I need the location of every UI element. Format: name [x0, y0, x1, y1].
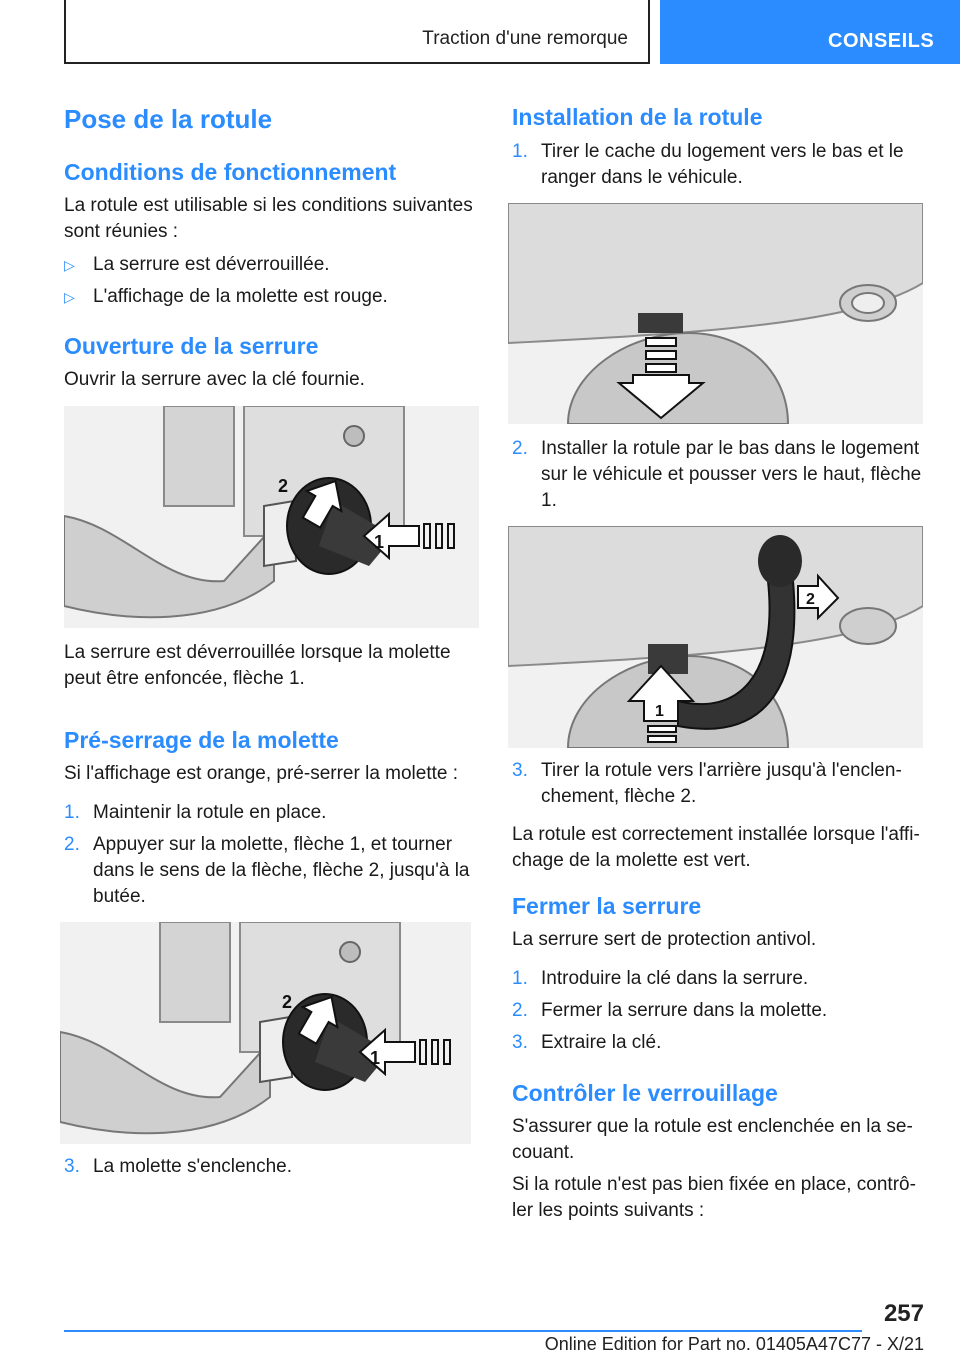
list-item: 1. Introduire la clé dans la serrure.	[512, 968, 809, 989]
towball-insertion-illustration	[508, 526, 923, 748]
page-number: 257	[883, 1300, 924, 1327]
heading-installation: Installation de la rotule	[512, 104, 763, 130]
arrow-label-2: 2	[278, 476, 289, 496]
figure-knob-unlock	[64, 406, 479, 628]
opening-intro: Ouvrir la serrure avec la clé fournie.	[64, 369, 365, 390]
check-p2: Si la rotule n'est pas bien fixée en place, contrôler les points suivants :	[512, 1174, 916, 1221]
bullet-triangle-icon: ▷	[64, 257, 75, 273]
chapter-tab-label: CONSEILS	[828, 30, 935, 52]
arrow-label-1: 1	[370, 1048, 381, 1068]
towbar-knob-turn-illustration	[60, 922, 471, 1144]
list-item: 2. Appuyer sur la molette, flèche 1, et tourner dans le sens de la flèche, flèche 2, jusqu'à la butée.	[64, 834, 470, 907]
list-item: ▷ La serrure est déverrouillée.	[64, 252, 479, 278]
edition-text: Online Edition for Part no. 01405A47C77 - X/21	[544, 1334, 924, 1354]
list-item: 1. Maintenir la rotule en place.	[64, 802, 327, 823]
figure-knob-turn	[60, 922, 471, 1144]
footer-rule	[64, 1330, 862, 1332]
arrow-label-2: 2	[806, 591, 815, 608]
figure-ball-insert	[508, 526, 923, 748]
list-item: 2. Fermer la serrure dans la molette.	[512, 1000, 828, 1021]
figure-cover-removal	[508, 203, 923, 424]
heading-conditions: Conditions de fonctionnement	[64, 159, 397, 185]
arrow-label-1: 1	[655, 703, 664, 720]
list-item: ▷ L'affichage de la molette est rouge.	[64, 284, 479, 310]
list-item: 3. Extraire la clé.	[512, 1032, 662, 1053]
towbar-knob-illustration	[64, 406, 479, 628]
arrow-label-2: 2	[282, 992, 293, 1012]
heading-lock: Fermer la serrure	[512, 893, 702, 919]
lock-intro: La serrure sert de protection antivol.	[512, 929, 817, 950]
bumper-cover-illustration	[508, 203, 923, 424]
chapter-tab[interactable]	[660, 0, 960, 64]
section-title: Traction d'une remorque	[422, 28, 628, 49]
list-item: 2. Installer la rotule par le bas dans le logement sur le véhicule et pousser vers le haut, flèche 1.	[512, 438, 922, 511]
list-item: 3. Tirer la rotule vers l'arrière jusqu'à l'enclenchement, flèche 2.	[512, 760, 902, 807]
heading-pretighten: Pré-serrage de la molette	[64, 727, 339, 753]
page-title: Pose de la rotule	[64, 104, 273, 134]
check-p1: S'assurer que la rotule est enclenchée en la secouant.	[512, 1116, 913, 1163]
heading-check: Contrôler le verrouillage	[512, 1080, 778, 1106]
arrow-label-1: 1	[374, 532, 385, 552]
figure-caption: La serrure est déverrouillée lorsque la molette peut être enfoncée, flèche 1.	[64, 642, 451, 689]
list-item: 1. Tirer le cache du logement vers le bas et le ranger dans le véhicule.	[512, 141, 904, 188]
heading-opening: Ouverture de la serrure	[64, 333, 319, 359]
pretighten-intro: Si l'affichage est orange, pré-serrer la molette :	[64, 763, 459, 784]
page-footer	[64, 1300, 924, 1362]
list-item: 3. La molette s'enclenche.	[64, 1156, 293, 1177]
bullet-triangle-icon: ▷	[64, 289, 75, 305]
conditions-intro: La rotule est utilisable si les conditions suivantes sont réunies :	[64, 195, 473, 242]
page-header	[0, 0, 960, 64]
installation-note: La rotule est correctement installée lorsque l'affichage de la molette est vert.	[512, 824, 920, 871]
